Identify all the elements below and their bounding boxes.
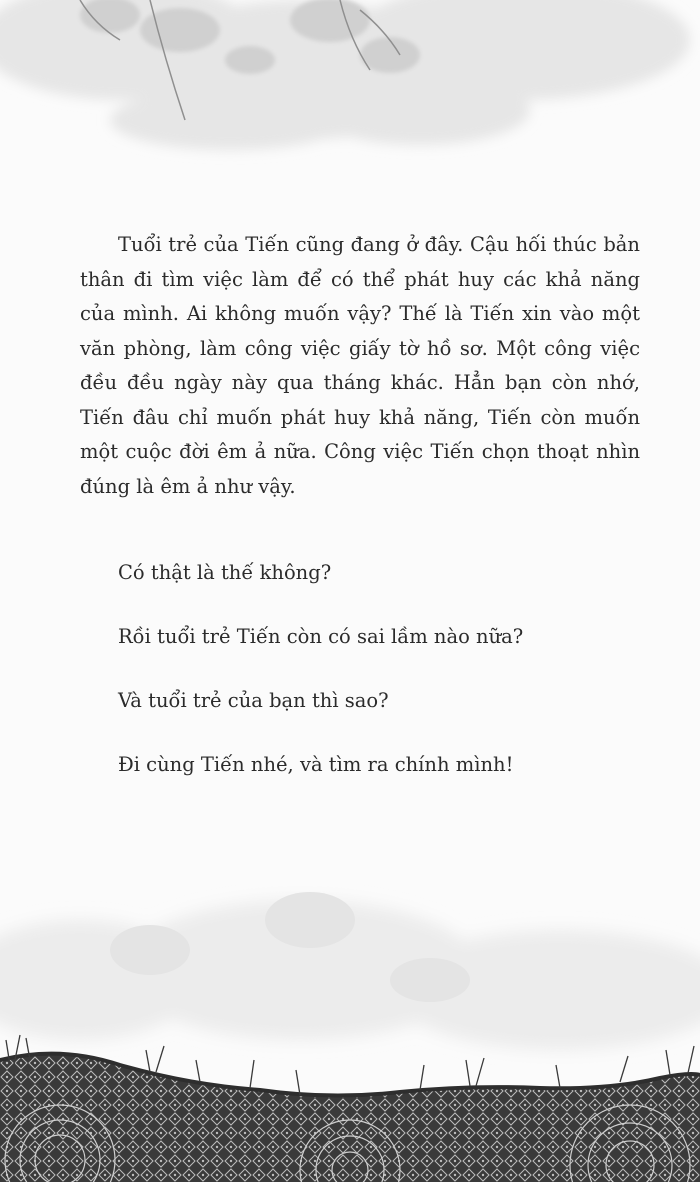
bottom-landscape-illustration bbox=[0, 860, 700, 1182]
question-line: Và tuổi trẻ của bạn thì sao? bbox=[118, 689, 389, 712]
question-line: Rồi tuổi trẻ Tiến còn có sai lầm nào nữa? bbox=[118, 625, 524, 648]
question-line: Có thật là thế không? bbox=[118, 561, 332, 584]
top-foliage-illustration bbox=[0, 0, 700, 200]
body-paragraph: Tuổi trẻ của Tiến cũng đang ở đây. Cậu hối thúc bản thân đi tìm việc làm để có thể phát huy các khả năng của mình. Ai không muốn vậy? Thế là Tiến xin vào một văn phòng, làm công việc giấy tờ hồ sơ. Một công việc đều đều ngày này qua tháng khác. Hẳn bạn còn nhớ, Tiến đâu chỉ muốn phát huy khả năng, Tiến còn muốn một cuộc đời êm ả nữa. Công việc Tiến chọn thoạt nhìn đúng là êm ả như vậy. bbox=[80, 233, 640, 498]
text-content bbox=[80, 228, 640, 776]
closing-line: Đi cùng Tiến nhé, và tìm ra chính mình! bbox=[118, 753, 514, 776]
